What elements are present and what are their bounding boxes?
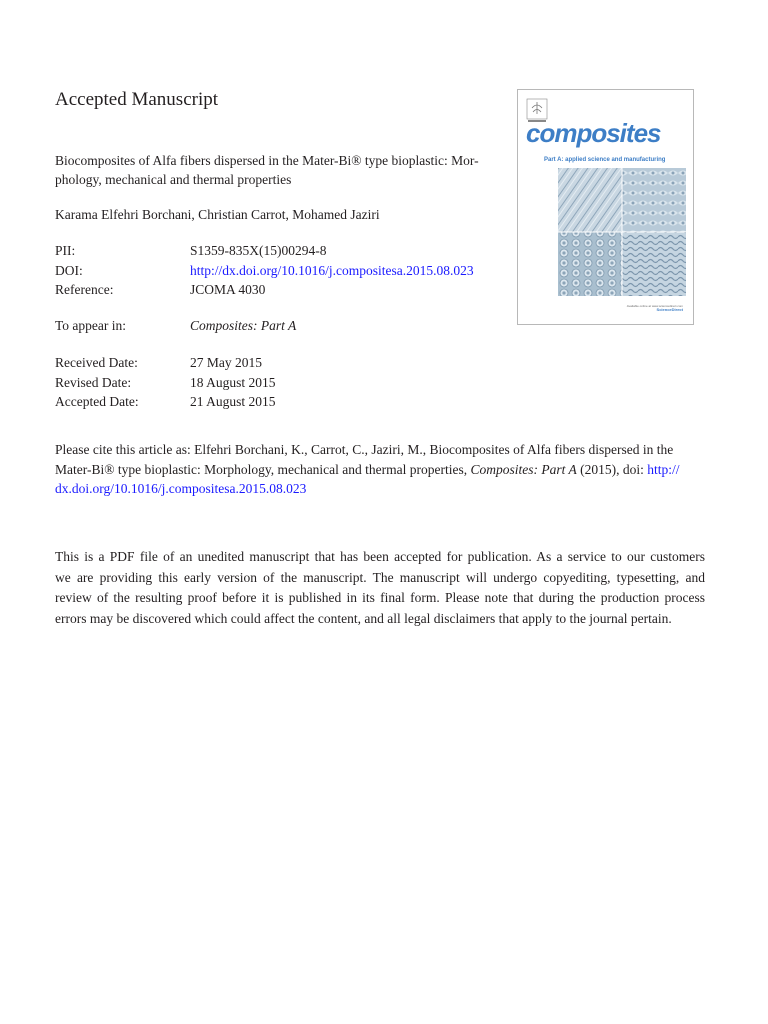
- disclaimer-line: we are providing this early version of the manuscript. The manuscript will undergo copyediting, typesetting, and: [55, 569, 705, 585]
- received-value: 27 May 2015: [190, 355, 262, 370]
- disclaimer-line: This is a PDF file of an unedited manuscript that has been accepted for publication. As a service to our customers: [55, 549, 705, 564]
- pii-row: [55, 241, 515, 261]
- article-title: [55, 151, 505, 189]
- disclaimer-line: errors may be discovered which could affect the content, and all legal disclaimers that apply to the journal pertain.: [55, 610, 672, 626]
- sciencedirect-logo: ScienceDirect: [656, 307, 683, 312]
- article-title-line: phology, mechanical and thermal properties: [55, 172, 292, 187]
- accepted-label: Accepted Date:: [55, 394, 139, 409]
- disclaimer-line: review of the resulting proof before it is published in its final form. Please note that during the production process: [55, 590, 705, 605]
- citation-doi-link-continued[interactable]: dx.doi.org/10.1016/j.compositesa.2015.08.023: [55, 481, 307, 496]
- cover-subtitle: Part A: applied science and manufacturing: [544, 157, 666, 163]
- citation-journal: Composites: Part A: [470, 461, 577, 477]
- doi-link[interactable]: http://dx.doi.org/10.1016/j.compositesa.2015.08.023: [190, 262, 474, 278]
- doi-label: DOI:: [55, 262, 83, 278]
- citation-year: (2015), doi:: [576, 461, 648, 477]
- appear-block: [55, 316, 515, 336]
- received-label: Received Date:: [55, 355, 138, 370]
- pii-value: S1359-835X(15)00294-8: [190, 243, 327, 258]
- article-title-line: Biocomposites of Alfa fibers dispersed in the Mater-Bi® type bioplastic: Mor-: [55, 153, 479, 168]
- accepted-row: [55, 392, 515, 412]
- dates-block: [55, 353, 515, 412]
- reference-value: JCOMA 4030: [190, 282, 266, 297]
- cover-micrograph-image: [558, 168, 686, 296]
- cover-footer-line: Available online at www.sciencedirect.com: [626, 304, 683, 308]
- page-heading: Accepted Manuscript: [55, 89, 219, 110]
- revised-row: [55, 373, 515, 393]
- citation-line: [55, 479, 705, 499]
- citation-line: Please cite this article as: Elfehri Borchani, K., Carrot, C., Jaziri, M., Biocomposites of Alfa fibers dispersed in the: [55, 442, 674, 457]
- identifier-block: [55, 241, 515, 300]
- doi-row: [55, 261, 515, 281]
- author-list: Karama Elfehri Borchani, Christian Carrot, Mohamed Jaziri: [55, 207, 380, 222]
- journal-cover: [517, 89, 694, 325]
- citation-text: Mater-Bi® type bioplastic: Morphology, mechanical and thermal properties,: [55, 461, 471, 477]
- cover-journal-name: composites: [526, 118, 661, 148]
- appear-journal: Composites: Part A: [190, 318, 297, 333]
- reference-row: [55, 280, 515, 300]
- appear-row: [55, 316, 515, 336]
- received-row: [55, 353, 515, 373]
- accepted-value: 21 August 2015: [190, 394, 276, 409]
- appear-label: To appear in:: [55, 318, 127, 333]
- revised-value: 18 August 2015: [190, 374, 276, 390]
- pii-label: PII:: [55, 243, 76, 258]
- cover-footer: [627, 304, 683, 312]
- reference-label: Reference:: [55, 282, 114, 297]
- disclaimer-paragraph: [55, 547, 705, 629]
- citation-line: [55, 460, 705, 480]
- citation-doi-link[interactable]: http://: [647, 461, 680, 477]
- revised-label: Revised Date:: [55, 374, 132, 390]
- citation-block: [55, 440, 705, 499]
